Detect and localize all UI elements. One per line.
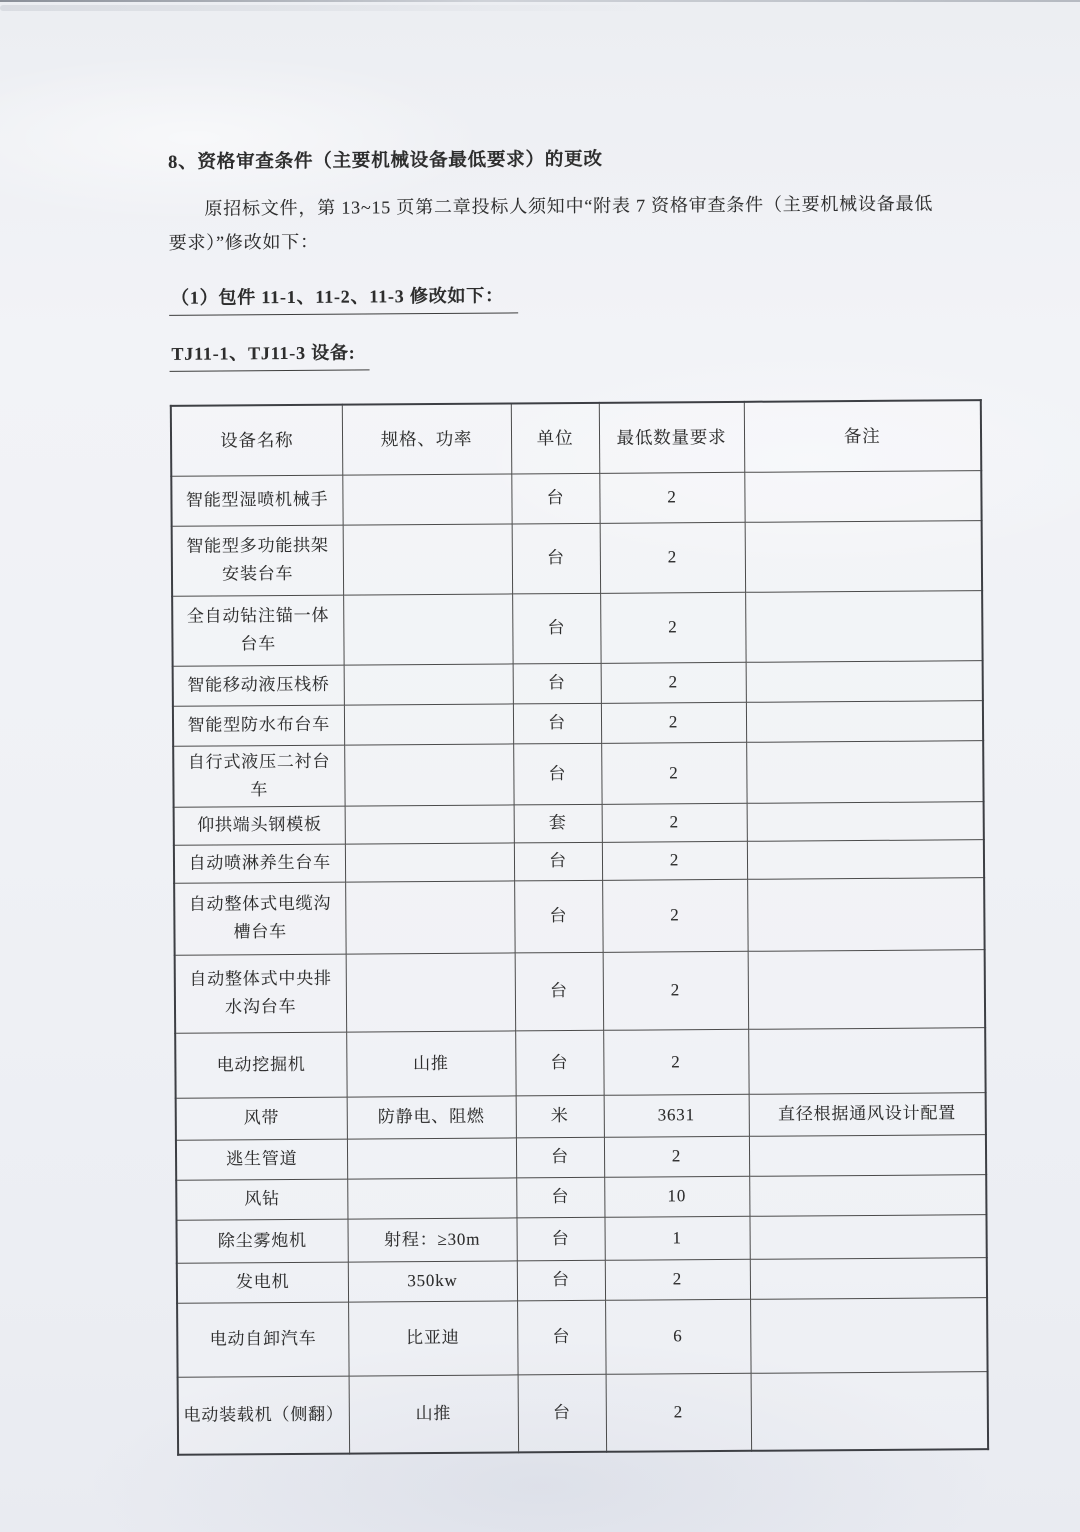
cell-unit: 米 — [516, 1095, 604, 1138]
cell-note — [750, 1297, 988, 1373]
equipment-subheading — [169, 335, 981, 372]
cell-equipment-name: 全自动钻注锚一体 台车 — [172, 595, 343, 666]
table-row — [172, 590, 982, 666]
cell-spec-power: 山推 — [349, 1375, 519, 1454]
table-row — [173, 740, 983, 807]
table-row — [178, 1371, 989, 1455]
cell-note — [745, 590, 982, 662]
cell-equipment-name: 智能移动液压栈桥 — [173, 665, 344, 706]
cell-min-quantity: 2 — [600, 592, 745, 663]
cell-note — [747, 801, 984, 841]
header-note: 备注 — [744, 400, 981, 472]
cell-min-quantity: 2 — [605, 1259, 750, 1300]
cell-note — [749, 1174, 986, 1216]
cell-spec-power — [347, 1178, 516, 1219]
table-row — [174, 801, 984, 845]
table-header-row — [171, 400, 981, 476]
package-subheading — [169, 279, 981, 316]
cell-note — [747, 877, 984, 951]
table-row — [172, 520, 982, 596]
cell-equipment-name: 仰拱端头钢模板 — [174, 806, 345, 845]
cell-unit: 台 — [518, 1374, 607, 1453]
cell-min-quantity: 6 — [605, 1299, 751, 1374]
cell-min-quantity: 2 — [599, 472, 744, 523]
table-row — [176, 1174, 986, 1220]
cell-min-quantity: 10 — [604, 1176, 749, 1217]
cell-equipment-name: 自动整体式电缆沟 槽台车 — [174, 882, 345, 955]
cell-unit: 台 — [515, 1030, 603, 1096]
cell-equipment-name: 智能型防水布台车 — [173, 705, 344, 746]
cell-note — [748, 1027, 985, 1094]
cell-min-quantity: 2 — [603, 1029, 748, 1095]
cell-min-quantity: 2 — [600, 522, 745, 593]
equipment-table-body — [171, 470, 988, 1455]
equipment-subheading-text: TJ11-1、TJ11-3 设备: — [169, 339, 369, 371]
cell-spec-power — [345, 881, 514, 954]
cell-min-quantity: 2 — [601, 742, 746, 804]
cell-note — [746, 660, 983, 702]
document-content — [168, 143, 989, 1456]
cell-unit: 台 — [514, 880, 603, 953]
cell-spec-power — [346, 953, 516, 1032]
table-row — [171, 470, 981, 526]
table-row — [176, 1092, 986, 1140]
cell-spec-power — [344, 743, 513, 805]
cell-spec-power — [343, 523, 512, 594]
cell-min-quantity: 1 — [604, 1216, 749, 1260]
cell-equipment-name: 电动挖掘机 — [175, 1032, 346, 1098]
cell-min-quantity: 2 — [601, 662, 746, 703]
cell-equipment-name: 风钻 — [176, 1179, 347, 1220]
cell-note — [751, 1371, 989, 1451]
cell-unit: 台 — [512, 593, 600, 664]
cell-unit: 台 — [513, 703, 601, 744]
table-row — [173, 660, 983, 706]
table-header — [171, 400, 981, 476]
cell-unit: 台 — [513, 743, 601, 805]
cell-min-quantity: 2 — [606, 1373, 752, 1452]
cell-spec-power: 射程：≥30m — [347, 1218, 516, 1262]
table-row — [174, 877, 984, 955]
cell-min-quantity: 2 — [604, 1136, 749, 1177]
header-spec-power: 规格、功率 — [342, 403, 511, 474]
cell-note — [746, 740, 983, 803]
cell-spec-power — [342, 473, 511, 524]
cell-note — [750, 1257, 987, 1299]
intro-paragraph: 原招标文件，第 13~15 页第二章投标人须知中“附表 7 资格审查条件（主要机械设备最低要求）”修改如下： — [168, 193, 934, 253]
cell-note — [746, 700, 983, 742]
cell-unit: 台 — [511, 473, 599, 524]
header-min-quantity: 最低数量要求 — [599, 402, 744, 473]
cell-equipment-name: 除尘雾炮机 — [176, 1219, 347, 1263]
cell-equipment-name: 自动整体式中央排 水沟台车 — [175, 954, 347, 1033]
cell-spec-power — [345, 805, 514, 844]
cell-note — [744, 470, 981, 522]
cell-min-quantity: 2 — [601, 702, 746, 743]
scan-smudge-artifact — [0, 5, 670, 11]
cell-unit: 台 — [517, 1260, 605, 1301]
table-row — [176, 1134, 986, 1180]
cell-note — [745, 520, 982, 592]
cell-unit: 台 — [517, 1300, 606, 1375]
cell-spec-power — [344, 663, 513, 704]
cell-unit: 台 — [512, 523, 600, 594]
table-row — [174, 839, 984, 883]
table-row — [175, 1027, 985, 1098]
cell-min-quantity: 2 — [602, 841, 747, 880]
section-title: 8、资格审查条件（主要机械设备最低要求）的更改 — [168, 149, 603, 173]
cell-min-quantity: 3631 — [604, 1094, 749, 1137]
cell-unit: 台 — [516, 1137, 604, 1178]
table-row — [177, 1297, 987, 1377]
cell-spec-power — [345, 843, 514, 882]
header-equipment-name: 设备名称 — [171, 405, 342, 476]
cell-note — [748, 949, 986, 1029]
cell-equipment-name: 智能型多功能拱架 安装台车 — [172, 525, 343, 596]
cell-equipment-name: 电动装载机（侧翻） — [178, 1376, 350, 1455]
cell-spec-power — [343, 593, 512, 664]
table-row — [176, 1214, 986, 1263]
cell-equipment-name: 智能型湿喷机械手 — [171, 475, 342, 526]
cell-equipment-name: 自行式液压二衬台 车 — [173, 745, 344, 807]
cell-spec-power: 比亚迪 — [348, 1301, 518, 1376]
scanner-edge-artifact — [0, 0, 1080, 2]
cell-note — [749, 1214, 986, 1259]
cell-note — [747, 839, 984, 879]
cell-unit: 台 — [515, 952, 604, 1031]
table-row — [173, 700, 983, 746]
cell-spec-power: 山推 — [346, 1031, 515, 1097]
cell-unit: 套 — [514, 804, 602, 843]
table-row — [177, 1257, 987, 1303]
table-row — [175, 949, 986, 1033]
cell-unit: 台 — [516, 1177, 604, 1218]
cell-min-quantity: 2 — [603, 951, 749, 1030]
cell-min-quantity: 2 — [602, 879, 747, 952]
cell-unit: 台 — [514, 842, 602, 881]
cell-spec-power — [347, 1138, 516, 1179]
header-unit: 单位 — [511, 403, 599, 474]
cell-unit: 台 — [513, 663, 601, 704]
cell-equipment-name: 自动喷淋养生台车 — [174, 844, 345, 883]
cell-min-quantity: 2 — [602, 803, 747, 842]
equipment-requirements-table — [170, 399, 989, 1456]
cell-equipment-name: 逃生管道 — [176, 1139, 347, 1180]
cell-equipment-name: 风带 — [176, 1097, 347, 1140]
cell-unit: 台 — [516, 1217, 604, 1261]
cell-equipment-name: 发电机 — [177, 1262, 348, 1303]
package-subheading-text: （1）包件 11-1、11-2、11-3 修改如下： — [169, 282, 518, 315]
cell-spec-power — [344, 703, 513, 744]
cell-spec-power: 350kw — [348, 1261, 517, 1302]
cell-note — [749, 1134, 986, 1176]
cell-spec-power: 防静电、阻燃 — [347, 1096, 516, 1139]
cell-note: 直径根据通风设计配置 — [749, 1092, 986, 1136]
cell-equipment-name: 电动自卸汽车 — [177, 1302, 349, 1377]
